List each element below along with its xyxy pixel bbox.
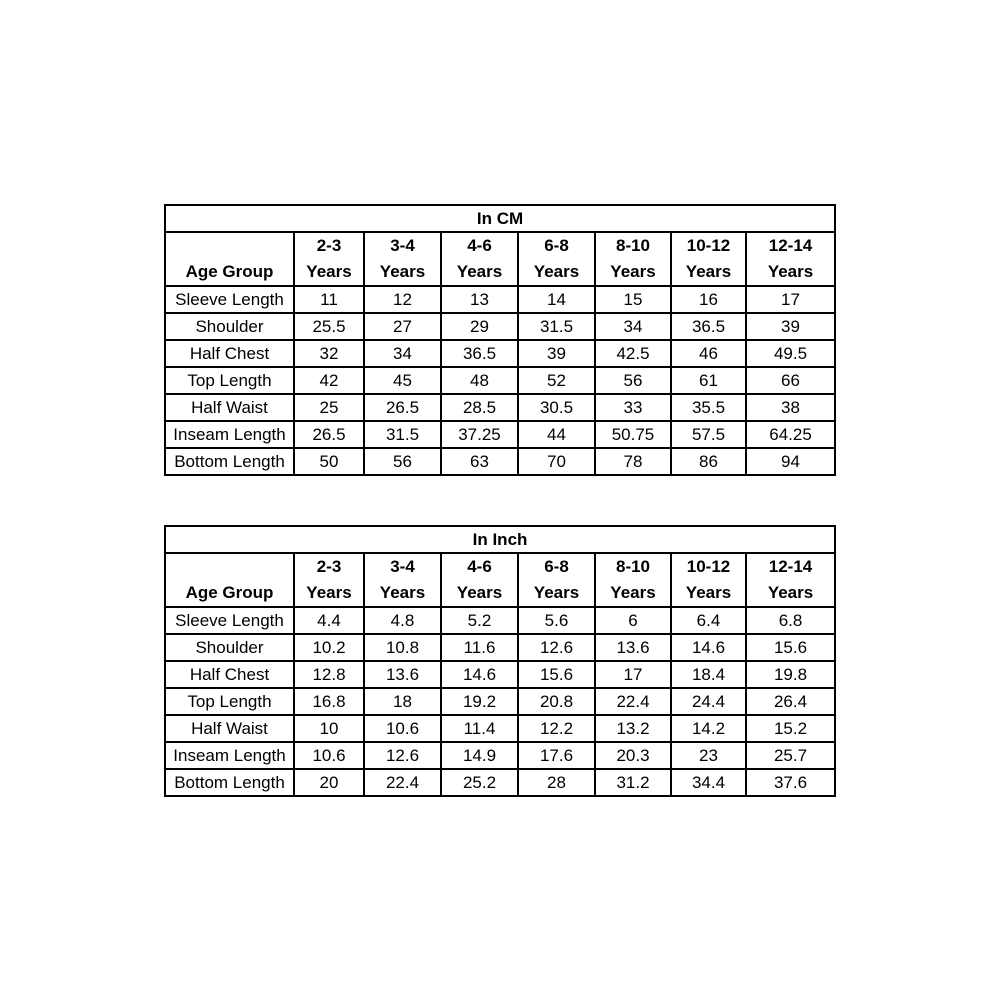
age-column-header bbox=[518, 553, 595, 607]
measurement-value: 23 bbox=[671, 742, 746, 769]
age-range-label: 12-14 bbox=[768, 557, 813, 576]
age-range-label: 3-4 bbox=[390, 236, 415, 255]
measurement-value: 13.6 bbox=[595, 634, 671, 661]
age-range-label: 8-10 bbox=[615, 236, 651, 255]
age-column-header bbox=[364, 553, 441, 607]
measurement-value: 33 bbox=[595, 394, 671, 421]
measurement-value: 24.4 bbox=[671, 688, 746, 715]
measurement-value: 48 bbox=[441, 367, 518, 394]
measurement-value: 22.4 bbox=[364, 769, 441, 796]
measurement-value: 25.2 bbox=[441, 769, 518, 796]
table-row bbox=[165, 421, 835, 448]
years-label: Years bbox=[533, 262, 580, 281]
measurement-value: 12.2 bbox=[518, 715, 595, 742]
measurement-value: 17 bbox=[746, 286, 835, 313]
measurement-value: 44 bbox=[518, 421, 595, 448]
measurement-value: 37.6 bbox=[746, 769, 835, 796]
age-range-label: 8-10 bbox=[615, 557, 651, 576]
table-row bbox=[165, 715, 835, 742]
measurement-value: 6 bbox=[595, 607, 671, 634]
measurement-value: 13.6 bbox=[364, 661, 441, 688]
measurement-value: 15 bbox=[595, 286, 671, 313]
years-label: Years bbox=[610, 583, 656, 602]
table-row bbox=[165, 448, 835, 475]
table-row bbox=[165, 394, 835, 421]
age-group-header: Age Group bbox=[165, 553, 294, 607]
age-range-label: 6-8 bbox=[544, 236, 569, 255]
measurement-value: 4.4 bbox=[294, 607, 364, 634]
measurement-value: 5.6 bbox=[518, 607, 595, 634]
measurement-label: Half Chest bbox=[165, 661, 294, 688]
measurement-value: 14 bbox=[518, 286, 595, 313]
measurement-label: Half Waist bbox=[165, 394, 294, 421]
measurement-value: 11.6 bbox=[441, 634, 518, 661]
measurement-value: 45 bbox=[364, 367, 441, 394]
measurement-value: 34 bbox=[364, 340, 441, 367]
measurement-value: 57.5 bbox=[671, 421, 746, 448]
measurement-value: 56 bbox=[364, 448, 441, 475]
age-column-header bbox=[294, 553, 364, 607]
table-row bbox=[165, 742, 835, 769]
table-row bbox=[165, 634, 835, 661]
measurement-value: 17.6 bbox=[518, 742, 595, 769]
measurement-value: 15.2 bbox=[746, 715, 835, 742]
measurement-value: 78 bbox=[595, 448, 671, 475]
measurement-label: Bottom Length bbox=[165, 769, 294, 796]
measurement-label: Top Length bbox=[165, 688, 294, 715]
measurement-value: 25.7 bbox=[746, 742, 835, 769]
measurement-value: 34 bbox=[595, 313, 671, 340]
measurement-value: 18 bbox=[364, 688, 441, 715]
years-label: Years bbox=[685, 583, 732, 602]
measurement-value: 50.75 bbox=[595, 421, 671, 448]
years-label: Years bbox=[767, 262, 814, 281]
measurement-label: Inseam Length bbox=[165, 421, 294, 448]
measurement-value: 10.6 bbox=[294, 742, 364, 769]
measurement-value: 86 bbox=[671, 448, 746, 475]
measurement-value: 28 bbox=[518, 769, 595, 796]
measurement-value: 22.4 bbox=[595, 688, 671, 715]
measurement-value: 25 bbox=[294, 394, 364, 421]
measurement-value: 15.6 bbox=[746, 634, 835, 661]
measurement-value: 49.5 bbox=[746, 340, 835, 367]
age-range-label: 10-12 bbox=[686, 557, 731, 576]
measurement-value: 26.5 bbox=[364, 394, 441, 421]
age-range-label: 2-3 bbox=[316, 236, 342, 255]
measurement-value: 36.5 bbox=[671, 313, 746, 340]
measurement-value: 12 bbox=[364, 286, 441, 313]
table-row bbox=[165, 286, 835, 313]
age-range-label: 3-4 bbox=[390, 557, 415, 576]
measurement-value: 13 bbox=[441, 286, 518, 313]
age-column-header bbox=[595, 232, 671, 286]
measurement-value: 26.5 bbox=[294, 421, 364, 448]
measurement-value: 39 bbox=[746, 313, 835, 340]
table-row bbox=[165, 688, 835, 715]
measurement-value: 70 bbox=[518, 448, 595, 475]
measurement-value: 64.25 bbox=[746, 421, 835, 448]
age-column-header bbox=[518, 232, 595, 286]
measurement-value: 12.6 bbox=[518, 634, 595, 661]
age-column-header bbox=[671, 553, 746, 607]
measurement-value: 6.4 bbox=[671, 607, 746, 634]
measurement-value: 20.3 bbox=[595, 742, 671, 769]
age-column-header bbox=[595, 553, 671, 607]
years-label: Years bbox=[306, 262, 352, 281]
measurement-value: 19.8 bbox=[746, 661, 835, 688]
measurement-value: 94 bbox=[746, 448, 835, 475]
table-header-row bbox=[165, 232, 835, 286]
measurement-label: Half Waist bbox=[165, 715, 294, 742]
table-header-row bbox=[165, 553, 835, 607]
measurement-value: 46 bbox=[671, 340, 746, 367]
table-row bbox=[165, 367, 835, 394]
measurement-value: 30.5 bbox=[518, 394, 595, 421]
measurement-value: 26.4 bbox=[746, 688, 835, 715]
measurement-value: 20 bbox=[294, 769, 364, 796]
measurement-value: 27 bbox=[364, 313, 441, 340]
age-column-header bbox=[746, 232, 835, 286]
measurement-value: 38 bbox=[746, 394, 835, 421]
measurement-value: 14.6 bbox=[441, 661, 518, 688]
measurement-value: 20.8 bbox=[518, 688, 595, 715]
table-row bbox=[165, 313, 835, 340]
age-range-label: 4-6 bbox=[467, 557, 492, 576]
measurement-value: 4.8 bbox=[364, 607, 441, 634]
measurement-value: 50 bbox=[294, 448, 364, 475]
age-range-label: 6-8 bbox=[544, 557, 569, 576]
age-column-header bbox=[364, 232, 441, 286]
measurement-value: 6.8 bbox=[746, 607, 835, 634]
measurement-value: 16.8 bbox=[294, 688, 364, 715]
measurement-label: Inseam Length bbox=[165, 742, 294, 769]
years-label: Years bbox=[379, 262, 426, 281]
measurement-value: 31.5 bbox=[364, 421, 441, 448]
measurement-value: 31.2 bbox=[595, 769, 671, 796]
measurement-value: 10.8 bbox=[364, 634, 441, 661]
measurement-label: Shoulder bbox=[165, 634, 294, 661]
measurement-value: 61 bbox=[671, 367, 746, 394]
measurement-value: 32 bbox=[294, 340, 364, 367]
measurement-value: 12.8 bbox=[294, 661, 364, 688]
age-range-label: 12-14 bbox=[768, 236, 813, 255]
measurement-value: 52 bbox=[518, 367, 595, 394]
measurement-value: 14.6 bbox=[671, 634, 746, 661]
age-column-header bbox=[671, 232, 746, 286]
measurement-value: 10 bbox=[294, 715, 364, 742]
table-row bbox=[165, 607, 835, 634]
measurement-label: Shoulder bbox=[165, 313, 294, 340]
table-row bbox=[165, 340, 835, 367]
measurement-value: 34.4 bbox=[671, 769, 746, 796]
measurement-value: 10.2 bbox=[294, 634, 364, 661]
measurement-value: 18.4 bbox=[671, 661, 746, 688]
measurement-value: 29 bbox=[441, 313, 518, 340]
table-title-row bbox=[165, 526, 835, 553]
measurement-value: 16 bbox=[671, 286, 746, 313]
age-column-header bbox=[441, 232, 518, 286]
years-label: Years bbox=[306, 583, 352, 602]
years-label: Years bbox=[610, 262, 656, 281]
measurement-value: 13.2 bbox=[595, 715, 671, 742]
measurement-value: 12.6 bbox=[364, 742, 441, 769]
measurement-value: 37.25 bbox=[441, 421, 518, 448]
measurement-label: Half Chest bbox=[165, 340, 294, 367]
measurement-label: Bottom Length bbox=[165, 448, 294, 475]
measurement-value: 11.4 bbox=[441, 715, 518, 742]
measurement-value: 14.9 bbox=[441, 742, 518, 769]
measurement-value: 14.2 bbox=[671, 715, 746, 742]
measurement-value: 63 bbox=[441, 448, 518, 475]
table-title: In CM bbox=[165, 205, 835, 232]
years-label: Years bbox=[685, 262, 732, 281]
measurement-value: 10.6 bbox=[364, 715, 441, 742]
age-range-label: 4-6 bbox=[467, 236, 492, 255]
measurement-value: 17 bbox=[595, 661, 671, 688]
years-label: Years bbox=[456, 262, 503, 281]
measurement-value: 31.5 bbox=[518, 313, 595, 340]
measurement-label: Sleeve Length bbox=[165, 286, 294, 313]
table-title-row bbox=[165, 205, 835, 232]
age-range-label: 10-12 bbox=[686, 236, 731, 255]
measurement-value: 39 bbox=[518, 340, 595, 367]
table-row bbox=[165, 661, 835, 688]
size-chart-inch-table bbox=[164, 525, 836, 797]
size-chart-cm-table bbox=[164, 204, 836, 476]
measurement-value: 15.6 bbox=[518, 661, 595, 688]
table-title: In Inch bbox=[165, 526, 835, 553]
measurement-label: Sleeve Length bbox=[165, 607, 294, 634]
age-group-header: Age Group bbox=[165, 232, 294, 286]
years-label: Years bbox=[379, 583, 426, 602]
measurement-value: 66 bbox=[746, 367, 835, 394]
measurement-value: 19.2 bbox=[441, 688, 518, 715]
measurement-value: 42.5 bbox=[595, 340, 671, 367]
years-label: Years bbox=[456, 583, 503, 602]
measurement-value: 56 bbox=[595, 367, 671, 394]
measurement-value: 25.5 bbox=[294, 313, 364, 340]
years-label: Years bbox=[767, 583, 814, 602]
age-column-header bbox=[441, 553, 518, 607]
years-label: Years bbox=[533, 583, 580, 602]
measurement-label: Top Length bbox=[165, 367, 294, 394]
measurement-value: 11 bbox=[294, 286, 364, 313]
measurement-value: 28.5 bbox=[441, 394, 518, 421]
age-column-header bbox=[294, 232, 364, 286]
age-column-header bbox=[746, 553, 835, 607]
age-range-label: 2-3 bbox=[316, 557, 342, 576]
table-row bbox=[165, 769, 835, 796]
measurement-value: 42 bbox=[294, 367, 364, 394]
measurement-value: 35.5 bbox=[671, 394, 746, 421]
measurement-value: 36.5 bbox=[441, 340, 518, 367]
measurement-value: 5.2 bbox=[441, 607, 518, 634]
